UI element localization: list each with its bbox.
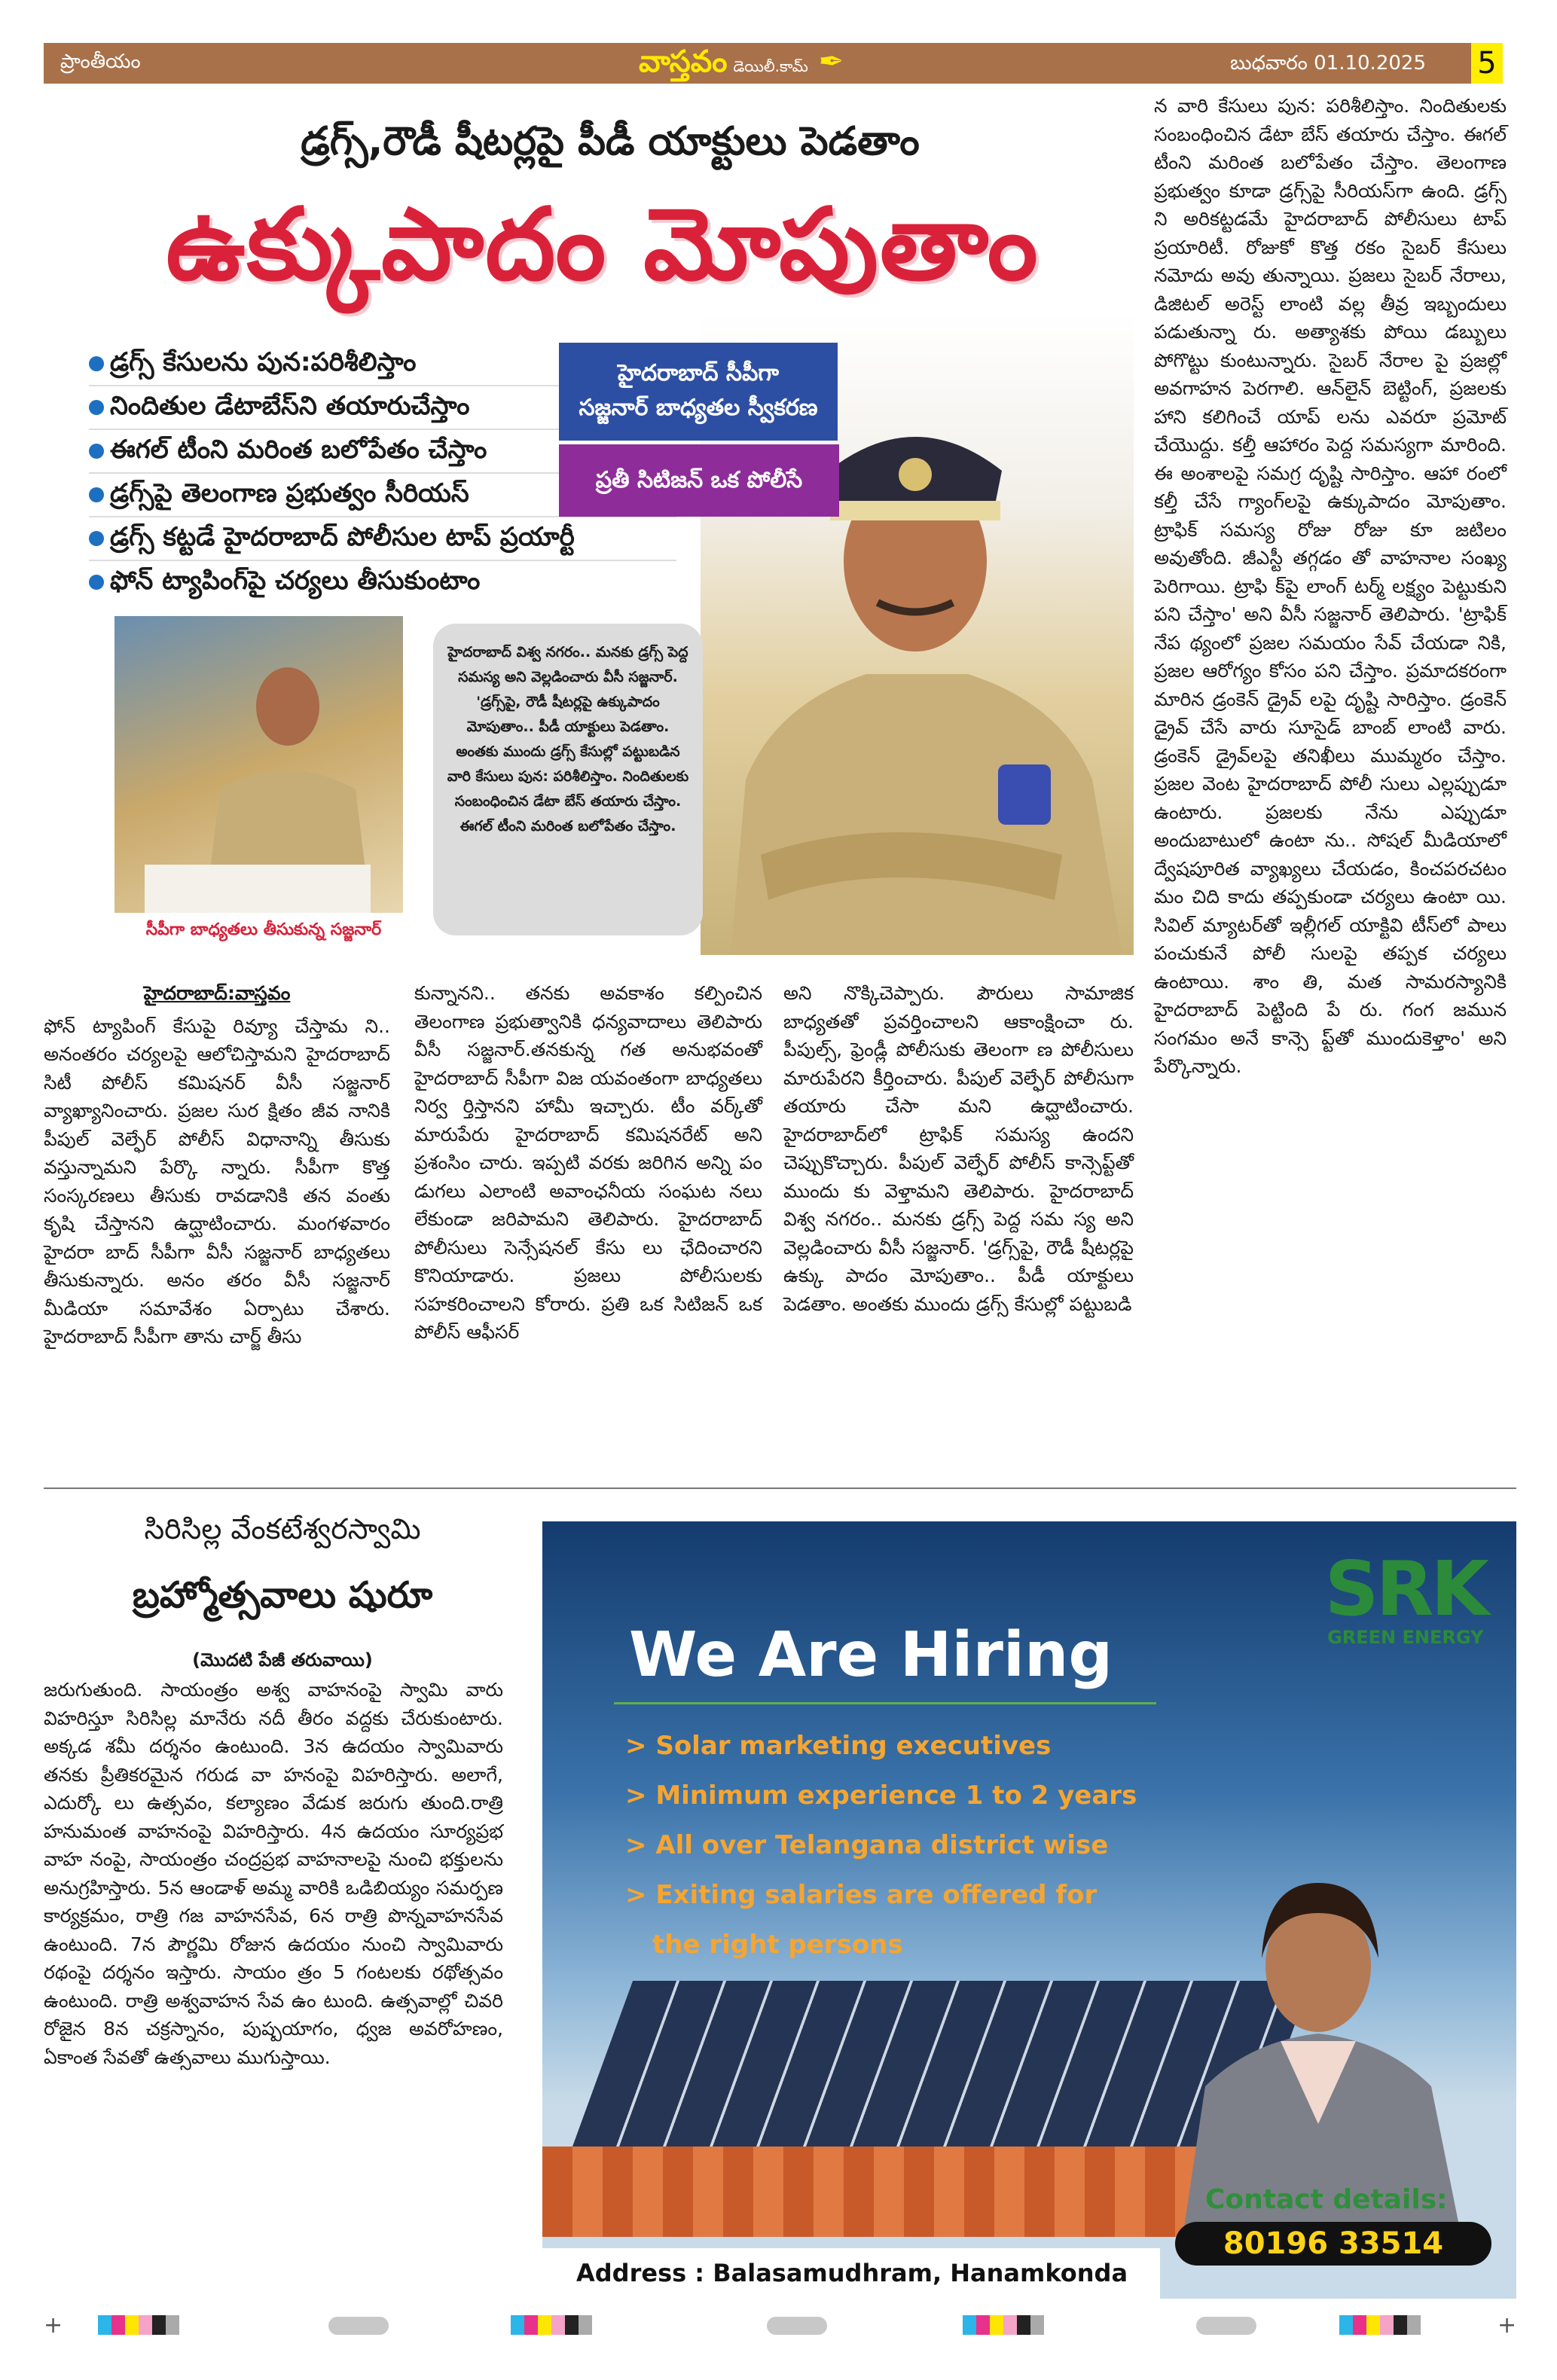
blue-callout-box — [559, 343, 838, 441]
story2-continuation-note: (మొదటి పేజీ తరువాయి) — [192, 1649, 373, 1671]
bullet-dot-icon — [89, 531, 104, 546]
bullet-dot-icon — [89, 575, 104, 590]
page-number: 5 — [1471, 43, 1503, 84]
issue-date: బుధవారం 01.10.2025 — [1230, 52, 1426, 75]
main-headline: ఉక్కుపాదం మోపుతాం — [166, 187, 1040, 303]
ad-title-rule — [614, 1702, 1156, 1704]
ad-address: Address : Balasamudhram, Hanamkonda — [542, 2248, 1160, 2299]
bullet-text: నిందితుల డేటాబేస్‌ని తయారుచేస్తాం — [110, 391, 470, 421]
dateline: హైదరాబాద్:వాస్తవం — [143, 982, 291, 1004]
story-kicker: డ్రగ్స్,రౌడీ షీటర్లపై పీడీ యాక్టులు పెడతాం — [301, 119, 920, 164]
photo-caption: సీపీగా బాధ్యతలు తీసుకున్న సజ్జనార్ — [145, 920, 382, 939]
article-column-right: న వారి కేసులు పున: పరిశీలిస్తాం. నిందితులకు సంబంధించిన డేటా బేస్ తయారు చేస్తాం. ఈగల్ టీంని మరింత బలోపేతం చేస్తాం. తెలంగాణ ప్రభుత్వం కూడా డ్రగ్స్‌పై సీరియస్‌గా ఉంది. డ్రగ్స్ ని అరికట్టడమే హైదరాబాద్ పోలీసులు టాప్ ప్రయారిటీ. రోజుకో కొత్త రకం సైబర్ కేసులు నమోదు అవు తున్నాయి. ప్రజలు సైబర్ నేరాలు, డిజిటల్ అరెస్ట్ లాంటి వల్ల తీవ్ర ఇబ్బందులు పడుతున్నా రు. అత్యాశకు పోయి డబ్బులు పోగొట్టు కుంటున్నారు. సైబర్ నేరాల పై ప్రజల్లో అవగాహన పెరగాలి. ఆన్‌లైన్ బెట్టింగ్, ప్రజలకు హాని కలిగించే యాప్ లను ఎవరూ ప్రమోట్ చేయొద్దు. కల్తీ ఆహారం పెద్ద సమస్యగా మారింది. ఈ అంశాలపై సమగ్ర దృష్టి సారిస్తాం. ఆహా రంలో కల్తీ చేసే గ్యాంగ్‌లపై ఉక్కుపాదం మోపుతాం. ట్రాఫిక్ సమస్య రోజు రోజు కూ జటిలం అవుతోంది. జీఎస్టీ తగ్గడం తో వాహనాల సంఖ్య పెరిగాయి. ట్రాఫి క్‌పై లాంగ్ టర్మ్ లక్ష్యం పెట్టుకుని పని చేస్తాం' అని వీసీ సజ్జనార్ తెలిపారు. 'ట్రాఫిక్ నేప థ్యంలో ప్రజల సమయం సేవ్ చేయడా నికి, ప్రజల ఆరోగ్యం కోసం పని చేస్తాం. ప్రమాదకరంగా మారిన డ్రంకెన్ డ్రైవ్ లపై దృష్టి సారిస్తాం. డ్రంకెన్ డ్రైవ్ చేసే వారు సూసైడ్ బాంబ్ లాంటి వారు. డ్రంకెన్ డ్రైవ్‌లపై తనిఖీలు ముమ్మరం చేస్తాం. ప్రజల వెంట హైదరాబాద్ పోలీ సులు ఎల్లప్పుడూ ఉంటారు. ప్రజలకు నేను ఎప్పుడూ అందుబాటులో ఉంటా ను.. సోషల్ మీడియాలో ద్వేషపూరిత వ్యాఖ్యలు చేయడం, కించపరచటం మం చిది కాదు తప్పకుండా చర్యలు ఉంటా యి. సివిల్ మ్యాటర్‌తో ఇల్లీగల్ యాక్టివి టీస్‌లో పాలు పంచుకునే పోలీ సులపై తప్పక చర్యలు ఉంటాయి. శాం తి, మత సామరస్యానికి హైదరాబాద్ పెట్టింది పే రు. గంగ జమున సంగమం అనే కాన్సె ప్ట్‌తో ముందుకెళ్తాం' అని పేర్కొన్నారు. — [1154, 95, 1507, 1077]
color-bar — [98, 2315, 179, 2335]
section-label: ప్రాంతీయం — [60, 50, 141, 73]
purple-callout-box: ప్రతీ సిటిజన్ ఒక పోలీసే — [559, 444, 839, 517]
story2-title-line1: సిరిసిల్ల వేంకటేశ్వరస్వామి — [144, 1512, 421, 1545]
ad-item: > Solar marketing executives — [625, 1731, 1052, 1761]
registration-pill — [1196, 2317, 1256, 2335]
roof-tiles-image — [542, 2147, 1220, 2237]
callout-line: హైదరాబాద్ సీపీగా — [617, 360, 780, 386]
ad-title: We Are Hiring — [629, 1619, 1113, 1691]
pull-quote-box: హైదరాబాద్ విశ్వ నగరం.. మనకు డ్రగ్స్ పెద్ద సమస్య అని వెల్లడించారు వీసీ సజ్జనార్. 'డ్రగ్స్‌పై, రౌడీ షీటర్లపై ఉక్కుపాదం మోపుతాం.. పీడీ యాక్టులు పెడతాం. అంతకు ముందు డ్రగ్స్ కేసుల్లో పట్టుబడిన వారి కేసులు పున: పరిశీలిస్తాం. నిందితులకు సంబంధించిన డేటా బేస్ తయారు చేస్తాం. ఈగల్ టీంని మరింత బలోపేతం చేస్తాం. — [433, 624, 703, 935]
article-column-1 — [44, 979, 390, 1351]
bullet-text: డ్రగ్స్‌పై తెలంగాణ ప్రభుత్వం సీరియస్ — [110, 478, 469, 508]
bullet-item — [89, 561, 676, 605]
logo-text: SRK — [1324, 1545, 1486, 1633]
registration-pill — [328, 2317, 389, 2335]
bullet-dot-icon — [89, 487, 104, 502]
bullet-dot-icon — [89, 400, 104, 415]
logo-subtext: GREEN ENERGY — [1327, 1627, 1484, 1648]
bullet-text: ఈగల్ టీంని మరింత బలోపేతం చేస్తాం — [110, 435, 487, 465]
registration-cross-icon: + — [1497, 2312, 1517, 2339]
color-bar — [1339, 2315, 1421, 2335]
bullet-item — [89, 517, 676, 561]
handover-photo — [114, 616, 403, 913]
page-header-bar — [44, 43, 1471, 84]
model-photo — [1160, 1838, 1476, 2237]
article-column-2: కున్నానని.. తనకు అవకాశం కల్పించిన తెలంగాణ ప్రభుత్వానికి ధన్యవాదాలు తెలిపారు వీసీ సజ్జనార్.తనకున్న గత అనుభవంతో హైదరాబాద్ సీపీగా విజ యవంతంగా బాధ్యతలు నిర్వ ర్తిస్తానని హామీ ఇచ్చారు. టీం వర్క్‌తో మారుపేరు హైదరాబాద్ కమిషనరేట్ అని ప్రశంసిం చారు. ఇప్పటి వరకు జరిగిన అన్ని పం డుగలు ఎలాంటి అవాంఛనీయ సంఘట నలు లేకుండా జరిపామని తెలిపారు. హైదరాబాద్ పోలీసులు సెన్సేషనల్ కేసు లు ఛేదించారని కొనియాడారు. ప్రజలు పోలీసులకు సహకరించాలని కోరారు. ప్రతి ఒక సిటిజన్ ఒక పోలీస్ ఆఫీసర్ — [414, 982, 762, 1343]
print-registration-marks — [44, 2312, 1517, 2339]
contact-phone: 80196 33514 — [1175, 2222, 1491, 2266]
column-text: ఫోన్ ట్యాపింగ్ కేసుపై రివ్యూ చేస్తామ ని.. అనంతరం చర్యలపై ఆలోచిస్తామని హైదరాబాద్ సిటీ పోలీస్ కమిషనర్ వీసీ సజ్జనార్ వ్యాఖ్యానించారు. ప్రజల సుర క్షితం జీవ నానికి పీపుల్ వెల్ఫేర్ పోలీస్ విధానాన్ని తీసుకు వస్తున్నామని పేర్కొ న్నారు. సీపీగా కొత్త సంస్కరణలు తీసుకు రావడానికి తన వంతు కృషి చేస్తానని ఉద్ఘాటించారు. మంగళవారం హైదరా బాద్ సీపీగా వీసీ సజ్జనార్ బాధ్యతలు తీసుకున్నారు. అనం తరం వీసీ సజ్జనార్ మీడియా సమావేశం ఏర్పాటు చేశారు. హైదరాబాద్ సీపీగా తాను చార్జ్ తీసు — [44, 1015, 390, 1347]
registration-pill — [767, 2317, 827, 2335]
color-bar — [963, 2315, 1044, 2335]
bullet-dot-icon — [89, 356, 104, 371]
paper-suffix: డెయిలీ.కామ్ — [733, 57, 808, 75]
story2-title-line2: బ్రహ్మోత్సవాలు షురూ — [132, 1574, 433, 1616]
ad-item: > All over Telangana district wise — [625, 1830, 1109, 1860]
story2-body: జరుగుతుంది. సాయంత్రం అశ్వ వాహనంపై స్వామి వారు విహరిస్తూ సిరిసిల్ల మానేరు నదీ తీరం వద్దకు చేరుకుంటారు. అక్కడ శమీ దర్శనం ఉంటుంది. 3న ఉదయం స్వామివారు తనకు ప్రీతికరమైన గరుడ వా హనంపై విహరిస్తారు. అలాగే, ఎదుర్కో లు ఉత్సవం, కల్యాణం వేడుక జరుగు తుంది.రాత్రి హనుమంత వాహనంపై విహరిస్తారు. 4న ఉదయం సూర్యప్రభ వాహ నంపై, సాయంత్రం చంద్రప్రభ వాహనాలపై నుంచి భక్తులను అనుగ్రహిస్తారు. 5న ఆండాళ్ అమ్మ వారికి ఒడిబియ్యం సమర్పణ కార్యక్రమం, రాత్రి గజ వాహనసేవ, 6న రాత్రి పొన్నవాహనసేవ ఉంటుంది. 7న పౌర్ణమి రోజున ఉదయం నుంచి స్వామివారు రథంపై దర్శనం ఇస్తారు. సాయం త్రం 5 గంటలకు రథోత్సవం ఉంటుంది. రాత్రి అశ్వవాహన సేవ ఉం టుంది. ఉత్సవాల్లో చివరి రోజైన 8న చక్రస్నానం, పుష్పయాగం, ధ్వజ అవరోహణం, ఏకాంత సేవతో ఉత్సవాలు ముగుస్తాయి. — [44, 1679, 503, 2068]
registration-cross-icon: + — [44, 2312, 63, 2339]
bullet-text: డ్రగ్స్ కట్టడే హైదరాబాద్ పోలీసుల టాప్ ప్రయార్టీ — [110, 522, 575, 552]
bullet-text: ఫోన్ ట్యాపింగ్‌పై చర్యలు తీసుకుంటాం — [110, 566, 481, 596]
masthead-logo — [639, 44, 844, 87]
srk-logo — [1324, 1545, 1486, 1648]
pen-icon: ✒ — [818, 44, 844, 79]
callout-line: సజ్జనార్ బాధ్యతల స్వీకరణ — [579, 395, 818, 421]
bullet-dot-icon — [89, 444, 104, 459]
paper-name: వాస్తవం — [639, 44, 728, 79]
section-divider — [44, 1488, 1516, 1489]
ad-requirements — [625, 1721, 1137, 1970]
ad-item: > Exiting salaries are offered for — [625, 1880, 1098, 1910]
contact-label: Contact details: — [1205, 2184, 1448, 2215]
hiring-advertisement — [542, 1521, 1516, 2299]
ad-item: > Minimum experience 1 to 2 years — [625, 1780, 1137, 1811]
bullet-text: డ్రగ్స్ కేసులను పున:పరిశీలిస్తాం — [110, 347, 417, 377]
ad-item: the right persons — [652, 1930, 903, 1960]
color-bar — [511, 2315, 592, 2335]
article-column-3: అని నొక్కిచెప్పారు. పౌరులు సామాజిక బాధ్యతతో ప్రవర్తించాలని ఆకాంక్షించా రు. పీపుల్స్, ఫ్రెండ్లీ పోలీసుకు తెలంగా ణ పోలీసులు మారుపేరని కీర్తించారు. పీపుల్ వెల్ఫేర్ పోలీసుగా తయారు చేసా మని ఉద్ఘాటించారు. హైదరాబాద్‌లో ట్రాఫిక్ సమస్య ఉందని చెప్పుకొచ్చారు. పీపుల్ వెల్ఫేర్ పోలీస్ కాన్సెప్ట్‌తో ముందు కు వెళ్తామని తెలిపారు. హైదరాబాద్ విశ్వ నగరం.. మనకు డ్రగ్స్ పెద్ద సమ స్య అని వెల్లడించారు వీసీ సజ్జనార్. 'డ్రగ్స్‌పై, రౌడీ షీటర్లపై ఉక్కు పాదం మోపుతాం.. పీడీ యాక్టులు పెడతాం. అంతకు ముందు డ్రగ్స్ కేసుల్లో పట్టుబడి — [783, 982, 1134, 1315]
